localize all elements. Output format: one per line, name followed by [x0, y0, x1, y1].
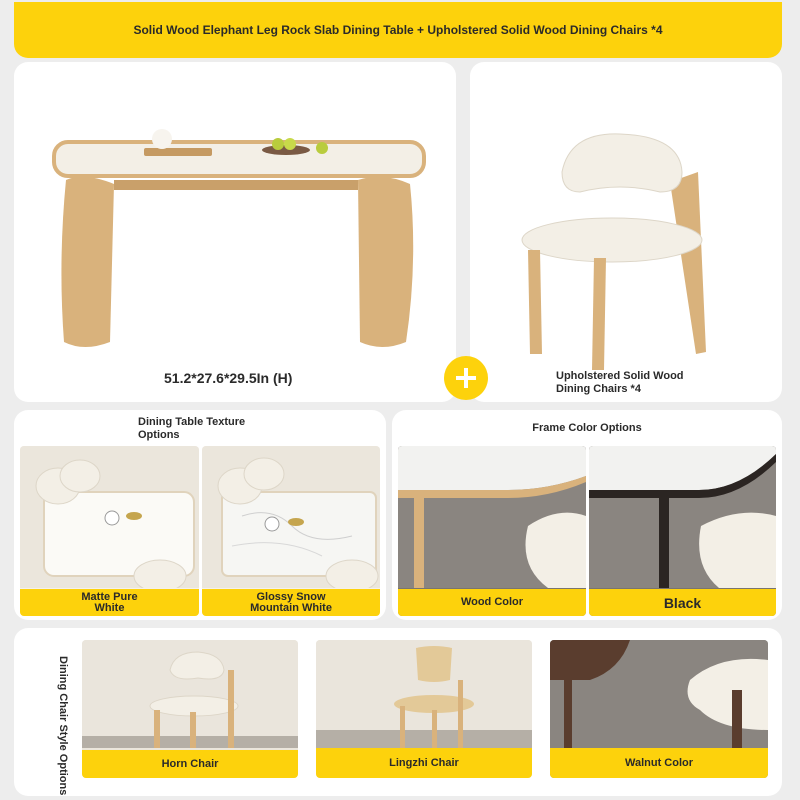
table-image [14, 62, 456, 362]
hero-chair-card [470, 62, 782, 402]
texture-option-glossy[interactable] [202, 446, 380, 616]
chair-caption: Upholstered Solid Wood Dining Chairs *4 [556, 370, 684, 395]
texture-option-glossy-label: Glossy Snow Mountain White [202, 589, 380, 616]
glossy-table-image [202, 446, 380, 588]
chair-style-lingzhi[interactable] [316, 640, 532, 778]
chair-styles-title: Dining Chair Style Options [57, 656, 69, 796]
frame-option-wood[interactable] [398, 446, 586, 616]
texture-options-title: Dining Table Texture Options [138, 416, 246, 441]
black-frame-image [589, 446, 776, 588]
chair-style-lingzhi-label: Lingzhi Chair [316, 748, 532, 778]
chair-style-horn-label: Horn Chair [82, 750, 298, 778]
plus-icon [444, 356, 488, 400]
matte-table-image [20, 446, 199, 588]
texture-option-matte[interactable] [20, 446, 199, 616]
wood-frame-image [398, 446, 586, 588]
frame-option-black-label: Black [589, 589, 776, 616]
table-dimensions: 51.2*27.6*29.5In (H) [164, 370, 293, 386]
frame-options-title: Frame Color Options [532, 422, 642, 434]
chair-style-horn[interactable] [82, 640, 298, 778]
texture-option-matte-label: Matte Pure White [20, 589, 199, 616]
walnut-chair-image [550, 640, 768, 748]
chair-image [470, 62, 782, 372]
frame-option-wood-label: Wood Color [398, 589, 586, 616]
horn-chair-image [82, 640, 298, 748]
chair-style-walnut[interactable] [550, 640, 768, 778]
frame-option-black[interactable] [589, 446, 776, 616]
hero-table-card [14, 62, 456, 402]
chair-style-walnut-label: Walnut Color [550, 748, 768, 778]
banner-title: Solid Wood Elephant Leg Rock Slab Dining Table + Upholstered Solid Wood Dining Chairs *4 [14, 2, 782, 58]
lingzhi-chair-image [316, 640, 532, 748]
